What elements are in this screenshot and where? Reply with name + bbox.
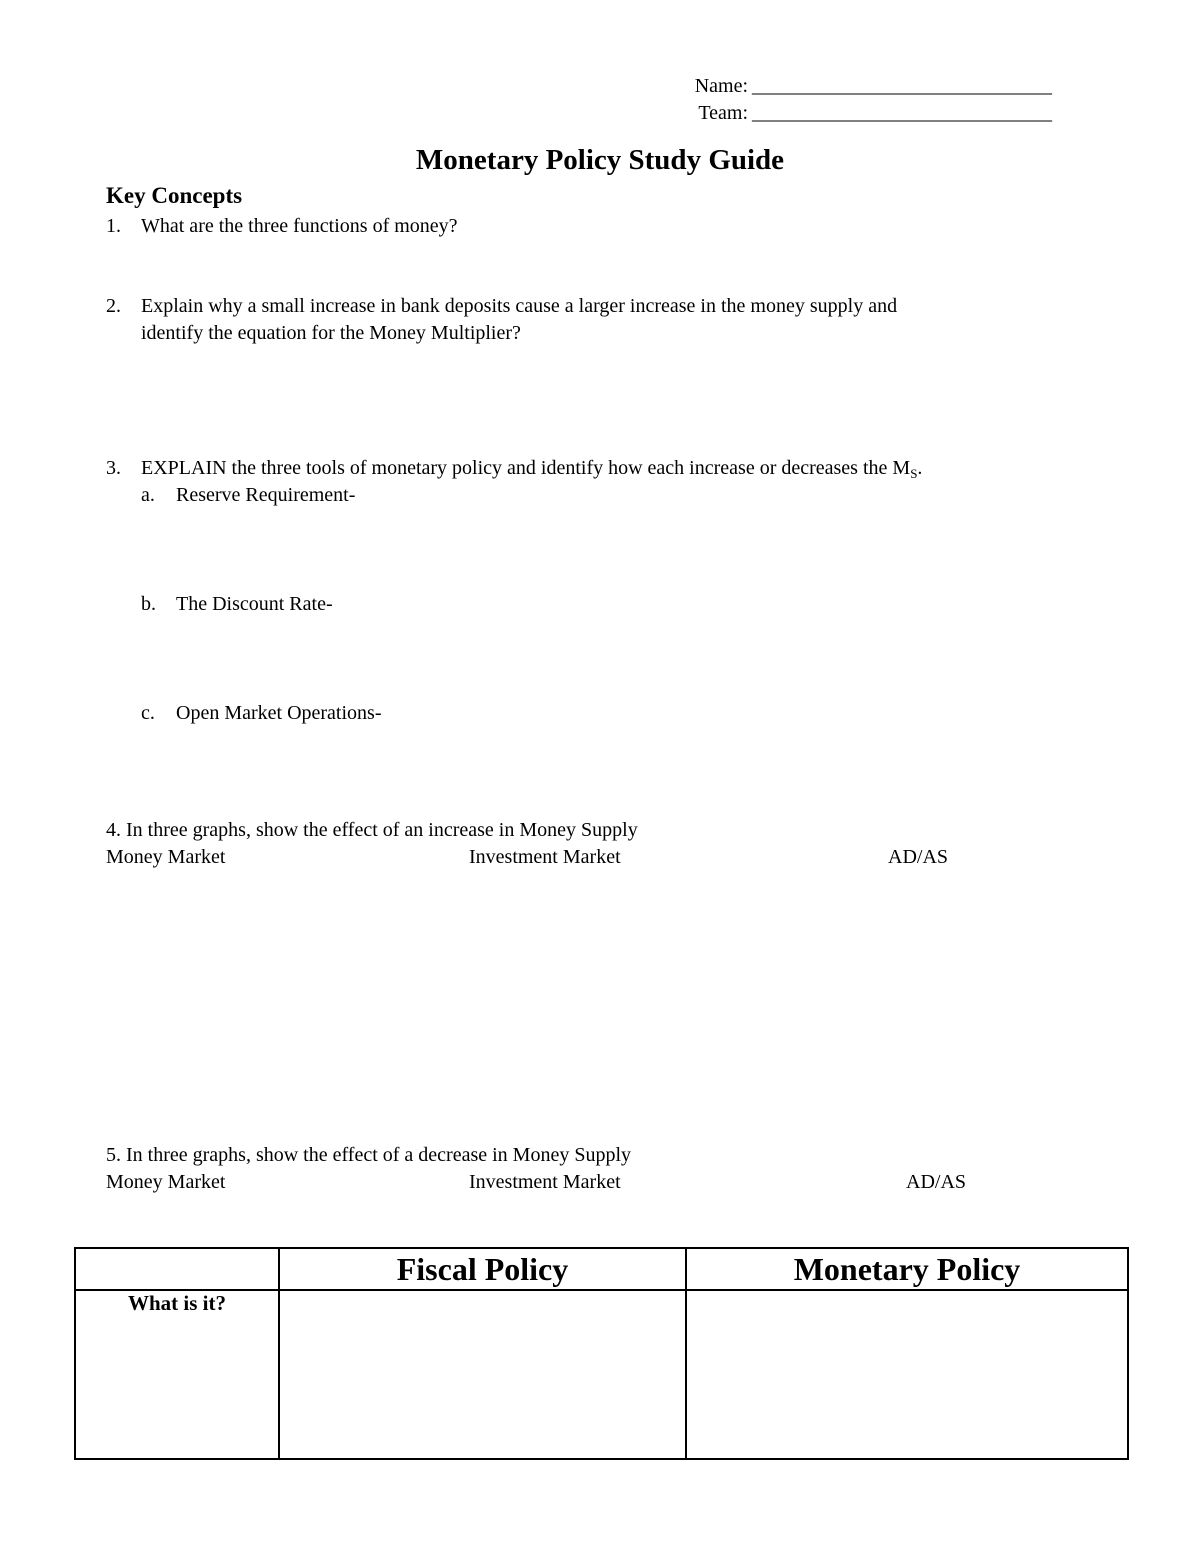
q2-text-line2: identify the equation for the Money Multiplier? [141,322,521,344]
q3-subscript: S [910,466,918,481]
name-label: Name: [694,75,748,97]
q5-text: 5. In three graphs, show the effect of a decrease in Money Supply [106,1144,632,1166]
q4-graph-ad-as: AD/AS [888,846,949,868]
section-heading: Key Concepts [106,183,243,208]
q2-number: 2. [106,295,121,317]
fiscal-answer-cell[interactable] [279,1290,686,1459]
comparison-table [74,1247,1129,1460]
q3-item-reserve-requirement: Reserve Requirement- [176,484,356,506]
table-header-fiscal-policy: Fiscal Policy [279,1248,686,1290]
monetary-answer-cell[interactable] [686,1290,1128,1459]
q4-graph-investment-market: Investment Market [469,846,621,868]
team-field[interactable]: ______________________________ [752,102,1052,124]
q4-text: 4. In three graphs, show the effect of an increase in Money Supply [106,819,638,841]
q2-text-line1: Explain why a small increase in bank deposits cause a larger increase in the money supply and [141,295,898,317]
q1-number: 1. [106,215,121,237]
q3-item-discount-rate: The Discount Rate- [176,593,333,615]
table-header-row [75,1248,1128,1290]
q3-item-letter: a. [141,484,155,506]
q1-text: What are the three functions of money? [141,215,458,237]
page-title: Monetary Policy Study Guide [415,144,785,176]
q5-graph-money-market: Money Market [106,1171,226,1193]
name-field[interactable]: ______________________________ [752,75,1052,97]
q3-text [141,456,922,482]
row-label-what-is-it: What is it? [75,1290,279,1459]
q3-number: 3. [106,457,121,479]
q3-end: . [917,457,923,479]
q3-item-letter: c. [141,702,155,724]
q3-main-text: EXPLAIN the three tools of monetary policy and identify how each increase or decreases the M [141,457,911,479]
table-header-monetary-policy: Monetary Policy [686,1248,1128,1290]
team-label: Team: [698,102,748,124]
q5-graph-investment-market: Investment Market [469,1171,621,1193]
q5-graph-ad-as: AD/AS [906,1171,967,1193]
table-row [75,1290,1128,1459]
q4-graph-money-market: Money Market [106,846,226,868]
q3-item-letter: b. [141,593,156,615]
table-header-cell-empty [75,1248,279,1290]
q3-item-open-market-operations: Open Market Operations- [176,702,382,724]
